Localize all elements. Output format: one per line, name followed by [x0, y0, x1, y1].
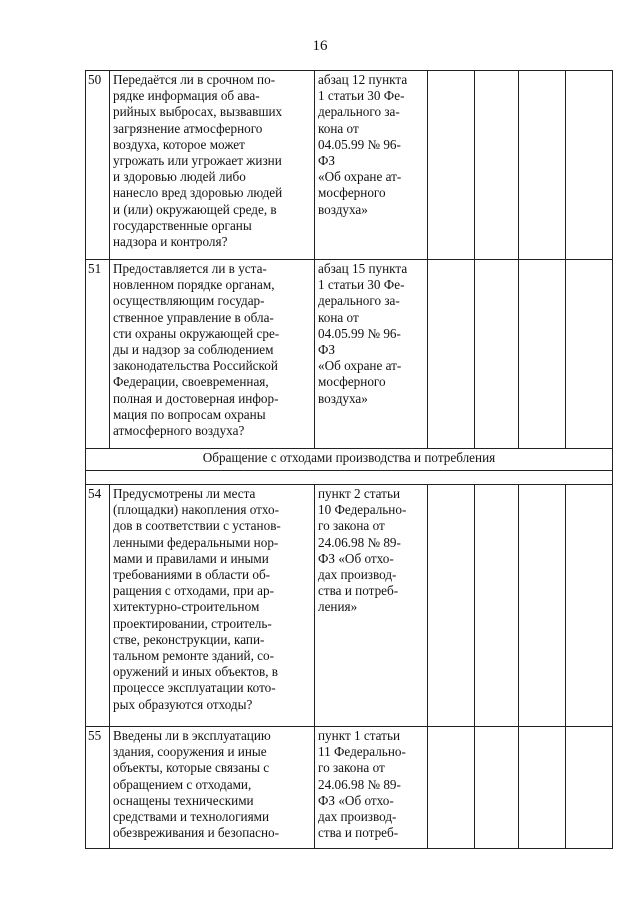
answer-cell-4: [566, 71, 613, 260]
question-cell: Предоставляется ли в уста- новленном порядке органам, осуществляющим государ- ственное управление в обла- сти охраны окружающей сре- ды и надзор за соблюдением законодательства Российской Федерации, своевременная, полная и достоверная инфор- мация по вопросам охраны атмосферного воздуха?: [110, 260, 315, 449]
law-reference-cell: абзац 15 пункта 1 статьи 30 Фе- дерального за- кона от 04.05.99 № 96- ФЗ «Об охране ат- мосферного воздуха»: [315, 260, 428, 449]
answer-cell-4: [566, 260, 613, 449]
row-number: 50: [86, 71, 110, 260]
answer-cell-1: [428, 485, 475, 727]
table-row: [86, 485, 613, 727]
answer-cell-2: [475, 485, 519, 727]
blank-row: [86, 471, 613, 485]
table-row: [86, 727, 613, 849]
answer-cell-2: [475, 727, 519, 849]
answer-cell-3: [519, 727, 566, 849]
page-number: 16: [312, 38, 328, 54]
answer-cell-2: [475, 260, 519, 449]
table-row: [86, 71, 613, 260]
checklist-table: [85, 70, 613, 849]
row-number: 54: [86, 485, 110, 727]
blank-cell: [86, 471, 613, 485]
question-cell: Передаётся ли в срочном по- рядке информация об ава- рийных выбросах, вызвавших загрязнение атмосферного воздуха, которое может угрожать или угрожает жизни и здоровью людей либо нанесло вред здоровью людей и (или) окружающей среде, в государственные органы надзора и контроля?: [110, 71, 315, 260]
row-number: 51: [86, 260, 110, 449]
row-number: 55: [86, 727, 110, 849]
answer-cell-1: [428, 260, 475, 449]
answer-cell-4: [566, 727, 613, 849]
answer-cell-1: [428, 71, 475, 260]
section-title: Обращение с отходами производства и потребления: [86, 449, 613, 471]
answer-cell-1: [428, 727, 475, 849]
law-reference-cell: пункт 1 статьи 11 Федерально- го закона от 24.06.98 № 89- ФЗ «Об отхо- дах производ- ства и потреб-: [315, 727, 428, 849]
answer-cell-2: [475, 71, 519, 260]
answer-cell-3: [519, 71, 566, 260]
question-cell: Предусмотрены ли места (площадки) накопления отхо- дов в соответствии с установ- ленными федеральными нор- мами и правилами и иными требованиями в области об- ращения с отходами, при ар- хитектурно-строительном проектировании, строитель- стве, реконструкции, капи- тальном ремонте зданий, со- оружений и иных объектов, в процессе эксплуатации кото- рых образуются отходы?: [110, 485, 315, 727]
answer-cell-4: [566, 485, 613, 727]
law-reference-cell: абзац 12 пункта 1 статьи 30 Фе- дерального за- кона от 04.05.99 № 96- ФЗ «Об охране ат- мосферного воздуха»: [315, 71, 428, 260]
answer-cell-3: [519, 260, 566, 449]
answer-cell-3: [519, 485, 566, 727]
question-cell: Введены ли в эксплуатацию здания, сооружения и иные объекты, которые связаны с обращением с отходами, оснащены техническими средствами и технологиями обезвреживания и безопасно-: [110, 727, 315, 849]
table-row: [86, 260, 613, 449]
section-header-row: [86, 449, 613, 471]
law-reference-cell: пункт 2 статьи 10 Федерально- го закона от 24.06.98 № 89- ФЗ «Об отхо- дах производ- ства и потреб- ления»: [315, 485, 428, 727]
